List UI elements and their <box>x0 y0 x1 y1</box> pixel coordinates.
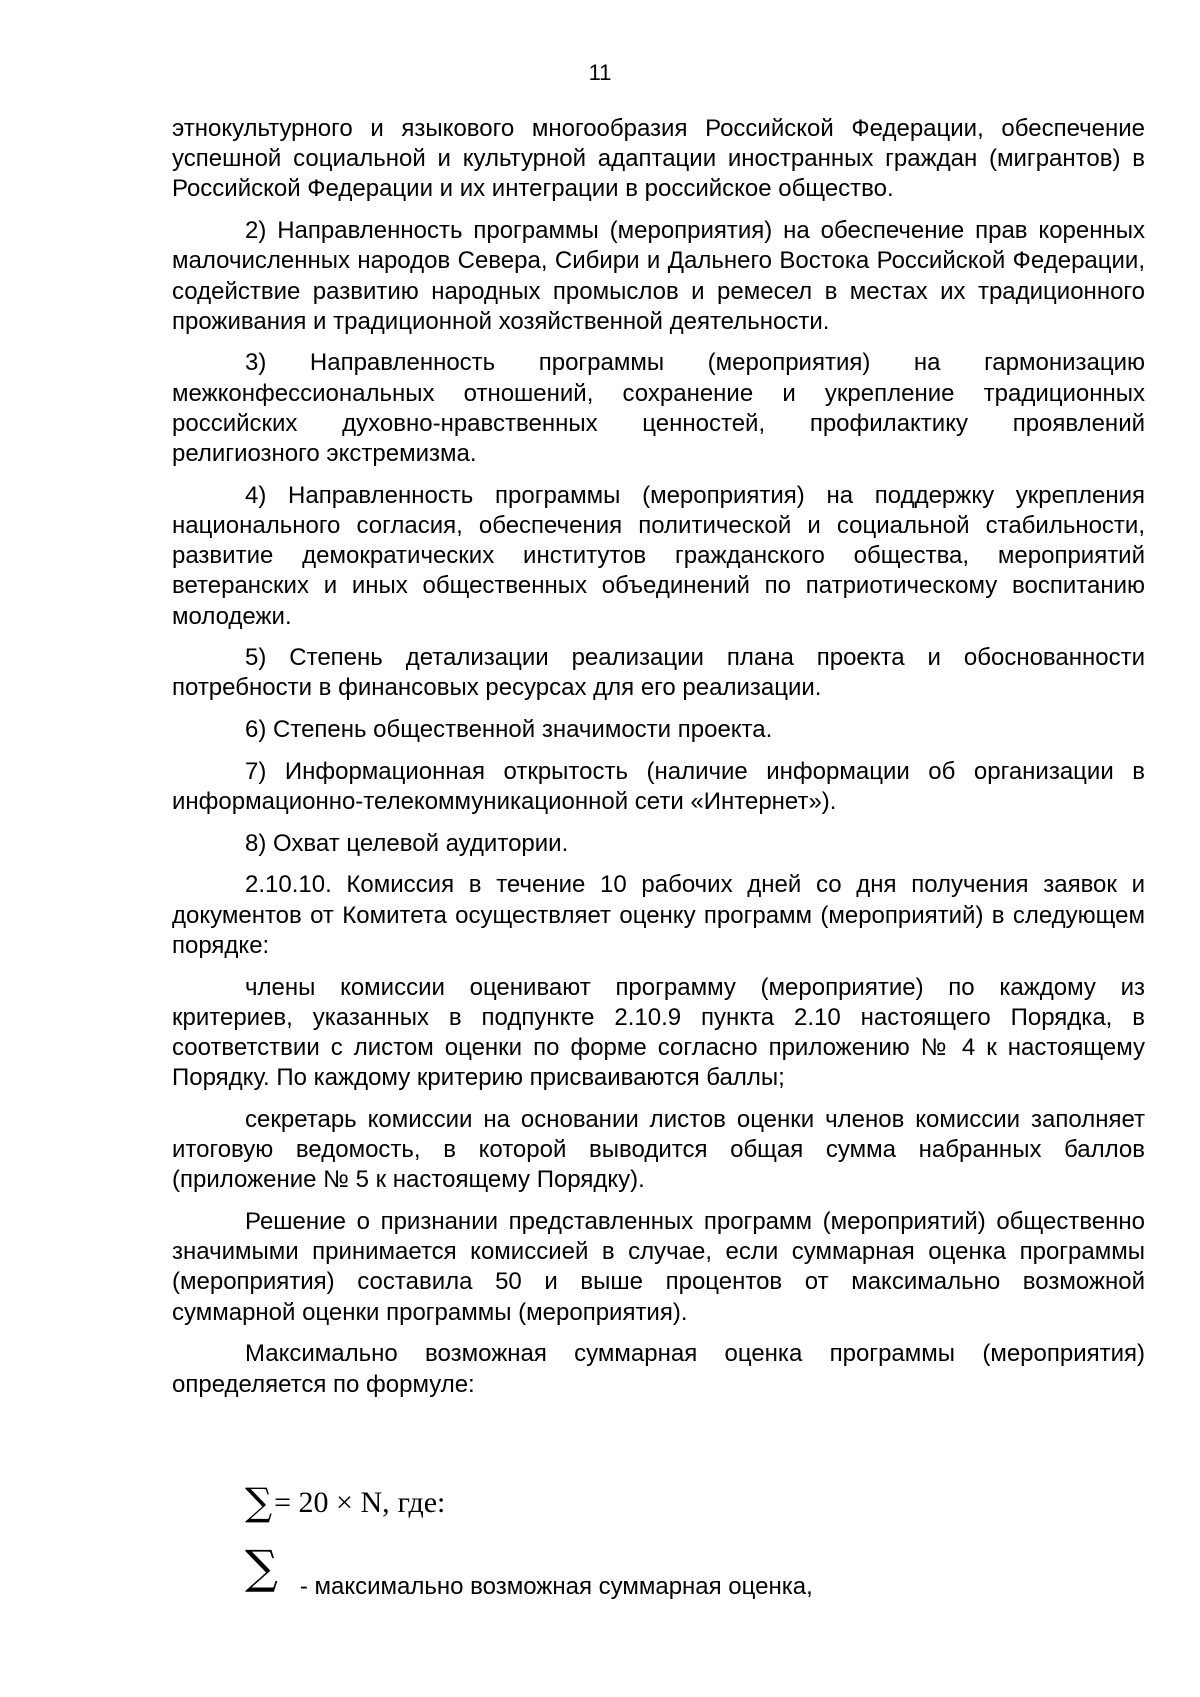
formula-expression: = 20 × N, <box>274 1486 390 1519</box>
formula-where: где: <box>397 1486 446 1519</box>
formula <box>245 1480 445 1525</box>
formula-area <box>245 1480 1145 1620</box>
paragraph-8: 8) Охват целевой аудитории. <box>245 829 569 857</box>
document-body <box>172 114 1145 1411</box>
definition-line <box>245 1540 813 1600</box>
paragraph-2: 2) Направленность программы (мероприятия) на обеспечение прав коренных малочисленных народов Севера, Сибири и Дальнего Востока Российской Федерации, содействие развитию народных промыслов и ремесел в местах их традиционного проживания и традиционной хозяйственной деятельности. <box>172 217 1145 335</box>
page-number: 11 <box>588 60 612 85</box>
definition-text: - максимально возможная суммарная оценка, <box>299 1573 813 1600</box>
paragraph-3: 3) Направленность программы (мероприятия) на гармонизацию межконфессиональных отношений, сохранение и укрепление традиционных российских духовно-нравственных ценностей, профилактику проявлений религиозного экстремизма. <box>172 349 1145 468</box>
paragraph-10: члены комиссии оценивают программу (мероприятие) по каждому из критериев, указанных в подпункте 2.10.9 пункта 2.10 настоящего Порядка, в соответствии с листом оценки по форме согласно приложению № 4 к настоящему Порядку. По каждому критерию присваиваются баллы; <box>172 973 1145 1092</box>
paragraph-11: секретарь комиссии на основании листов оценки членов комиссии заполняет итоговую ведомость, в которой выводится общая сумма набранных баллов (приложение № 5 к настоящему Порядку). <box>172 1105 1145 1194</box>
paragraph-7: 7) Информационная открытость (наличие информации об организации в информационно-телекоммуникационной сети «Интернет»). <box>172 757 1145 816</box>
sigma-symbol: ∑ <box>245 1480 273 1524</box>
paragraph-13: Максимально возможная суммарная оценка программы (мероприятия) определяется по формуле: <box>172 1340 1145 1398</box>
paragraph-1: этнокультурного и языкового многообразия Российской Федерации, обеспечение успешной социальной и культурной адаптации иностранных граждан (мигрантов) в Российской Федерации и их интеграции в российское общество. <box>172 115 1145 203</box>
paragraph-9: 2.10.10. Комиссия в течение 10 рабочих дней со дня получения заявок и документов от Комитета осуществляет оценку программ (мероприятий) в следующем порядке: <box>172 871 1145 959</box>
definition-sigma-symbol: ∑ <box>245 1540 278 1594</box>
paragraph-12: Решение о признании представленных программ (мероприятий) общественно значимыми принимается комиссией в случае, если суммарная оценка программы (мероприятия) составила 50 и выше процентов от максимально возможной суммарной оценки программы (мероприятия). <box>172 1208 1145 1326</box>
paragraph-6: 6) Степень общественной значимости проекта. <box>245 716 773 744</box>
paragraph-5: 5) Степень детализации реализации плана проекта и обоснованности потребности в финансовых ресурсах для его реализации. <box>172 644 1145 702</box>
paragraph-4: 4) Направленность программы (мероприятия) на поддержку укрепления национального согласия, обеспечения политической и социальной стабильности, развитие демократических институтов гражданского общества, мероприятий ветеранских и иных общественных объединений по патриотическому воспитанию молодежи. <box>172 481 1145 630</box>
